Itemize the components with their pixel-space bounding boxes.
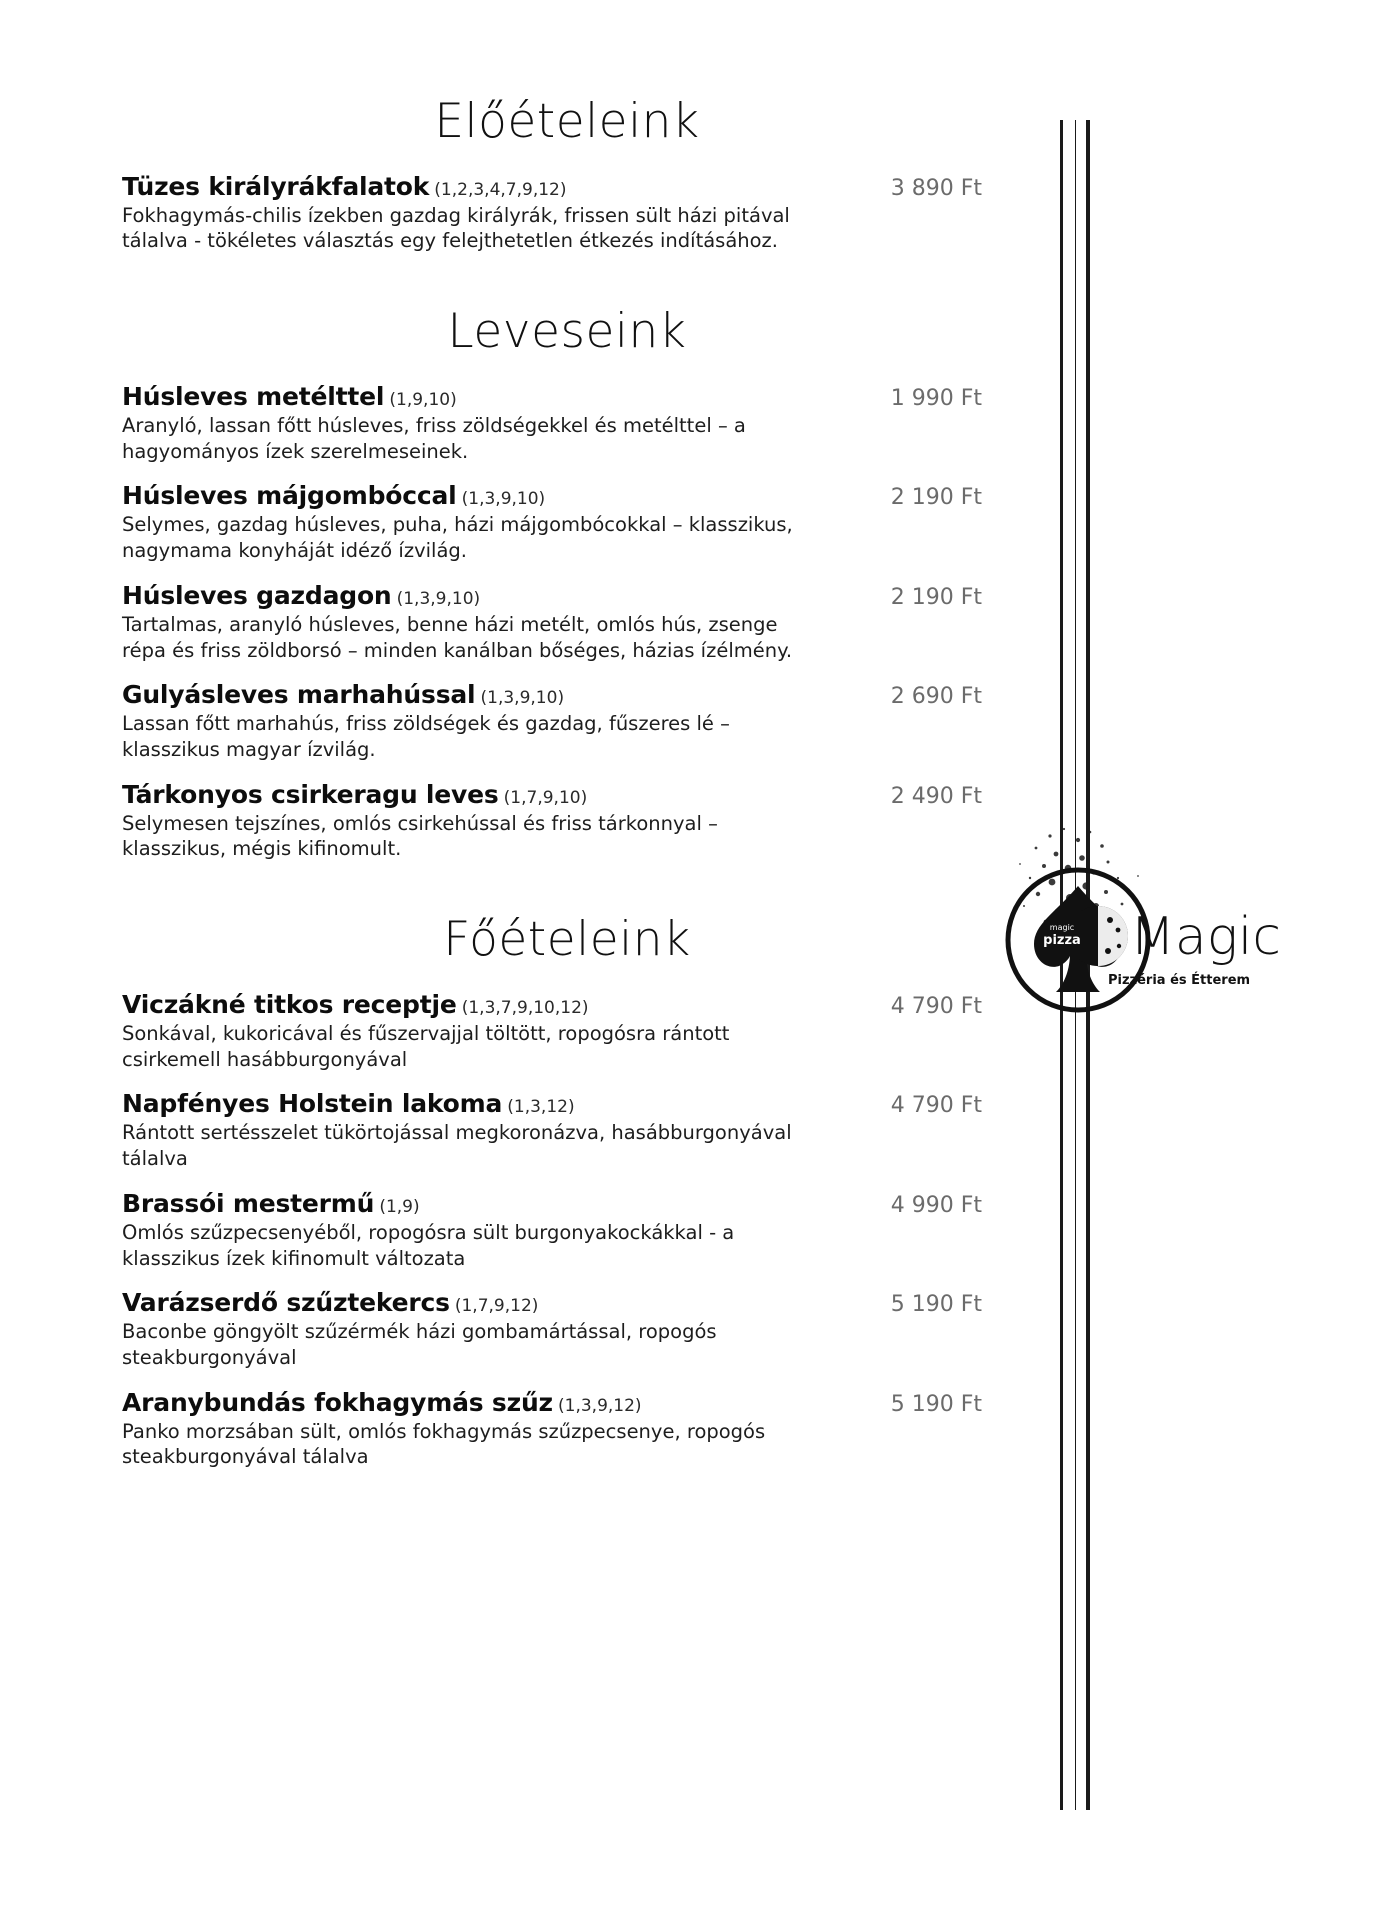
menu-item-header — [122, 1089, 982, 1118]
menu-item-price: 2 690 Ft — [890, 684, 982, 710]
menu-item-price: 5 190 Ft — [890, 1292, 982, 1318]
menu-item-name-wrap — [122, 780, 847, 809]
menu-item-description: Omlós szűzpecsenyéből, ropogósra sült burgonyakockákkal - a klasszikus ízek kifinomult változata — [122, 1220, 735, 1270]
menu-item-allergens: (1,3,7,9,10,12) — [461, 997, 589, 1018]
menu-item-header — [122, 481, 982, 510]
menu-item-name: Varázserdő szűztekercs — [122, 1288, 450, 1318]
menu-item — [122, 382, 982, 464]
menu-item — [122, 172, 982, 254]
menu-item — [122, 481, 982, 563]
menu-item — [122, 581, 982, 663]
menu-item-description: Fokhagymás-chilis ízekben gazdag királyrák, frissen sült házi pitával tálalva - tökéletes választás egy felejthetetlen étkezés indításához. — [122, 203, 790, 253]
menu-item-price: 1 990 Ft — [890, 385, 982, 411]
menu-item-name: Aranybundás fokhagymás szűz — [122, 1387, 553, 1417]
menu-item-name-wrap — [122, 680, 847, 709]
logo-badge-bottom: pizza — [1043, 933, 1081, 948]
menu-item-name: Tárkonyos csirkeragu leves — [122, 779, 499, 809]
menu-item-description: Lassan főtt marhahús, friss zöldségek és gazdag, fűszeres lé – klasszikus magyar ízvilág. — [122, 712, 730, 761]
menu-item-price: 4 790 Ft — [890, 993, 982, 1019]
menu-item-name-wrap — [122, 581, 847, 610]
menu-item-header — [122, 382, 982, 411]
menu-item-name-wrap — [122, 1089, 847, 1118]
menu-item-allergens: (1,2,3,4,7,9,12) — [434, 179, 567, 200]
menu-item-name: Napfényes Holstein lakoma — [122, 1089, 503, 1119]
menu-item-allergens: (1,9) — [379, 1196, 420, 1217]
menu-item-description: Aranyló, lassan főtt húsleves, friss zöldségekkel és metélttel – a hagyományos ízek szerelmeseinek. — [122, 413, 746, 463]
menu-item-header — [122, 172, 982, 201]
menu-item-name-wrap — [122, 1288, 847, 1317]
section-title-eloeteleink: Előételeink — [434, 94, 700, 149]
menu-item-description: Selymes, gazdag húsleves, puha, házi májgombócokkal – klasszikus, nagymama konyháját idéző ízvilág. — [122, 513, 793, 563]
menu-item-allergens: (1,7,9,12) — [454, 1296, 539, 1317]
menu-item-price: 3 890 Ft — [890, 175, 982, 201]
menu-item-name-wrap — [122, 990, 847, 1019]
menu-item-description: Selymesen tejszínes, omlós csirkehússal és friss tárkonnyal – klasszikus, mégis kifinomult. — [122, 811, 718, 861]
logo-badge-top: magic — [1049, 923, 1075, 932]
menu-item-name-wrap — [122, 481, 847, 510]
menu-item-name-wrap — [122, 382, 847, 411]
menu-item-name: Gulyásleves marhahússal — [122, 680, 476, 710]
menu-item — [122, 1388, 982, 1470]
menu-item-header — [122, 680, 982, 709]
menu-item-name-wrap — [122, 172, 847, 201]
section-title-leveseink: Leveseink — [447, 304, 687, 360]
menu-item-price: 4 790 Ft — [890, 1093, 982, 1119]
menu-item — [122, 1089, 982, 1171]
menu-item-name: Húsleves májgombóccal — [122, 481, 457, 511]
menu-item-allergens: (1,3,9,12) — [558, 1395, 642, 1416]
menu-item-description: Sonkával, kukoricával és fűszervajjal töltött, ropogósra rántott csirkemell hasábburgonyával — [122, 1021, 730, 1071]
menu-item-name: Brassói mestermű — [122, 1188, 375, 1218]
menu-item-description: Rántott sertésszelet tükörtojással megkoronázva, hasábburgonyával tálalva — [122, 1121, 792, 1171]
menu-item — [122, 780, 982, 862]
menu-item-header — [122, 990, 982, 1019]
menu-item-header — [122, 1288, 982, 1317]
menu-item-price: 4 990 Ft — [890, 1192, 982, 1218]
menu-item-allergens: (1,3,9,10) — [480, 688, 565, 709]
menu-item — [122, 990, 982, 1072]
menu-item-price: 2 490 Ft — [890, 783, 982, 809]
menu-item-allergens: (1,3,9,10) — [461, 489, 546, 510]
magic-logo — [990, 820, 1300, 1050]
menu-content — [122, 96, 982, 1487]
menu-item-name: Húsleves metélttel — [122, 381, 385, 411]
menu-item — [122, 680, 982, 762]
menu-item-description: Tartalmas, aranyló húsleves, benne házi metélt, omlós hús, zsenge répa és friss zöldborsó – minden kanálban bőséges, házias ízélmény. — [122, 612, 793, 662]
menu-item-allergens: (1,7,9,10) — [503, 787, 588, 808]
menu-item-price: 5 190 Ft — [890, 1391, 982, 1417]
logo-wordmark: Magic — [1130, 907, 1281, 967]
menu-item-allergens: (1,3,12) — [507, 1097, 575, 1118]
section-title-foeteleink: Főételeink — [443, 912, 691, 968]
menu-item-header — [122, 1388, 982, 1417]
menu-item-description: Panko morzsában sült, omlós fokhagymás szűzpecsenye, ropogós steakburgonyával tálalva — [122, 1419, 766, 1469]
menu-item-name-wrap — [122, 1388, 847, 1417]
menu-item-price: 2 190 Ft — [890, 584, 982, 610]
menu-item-allergens: (1,3,9,10) — [396, 588, 481, 609]
menu-item — [122, 1189, 982, 1271]
menu-item-name: Viczákné titkos receptje — [122, 989, 457, 1019]
menu-item — [122, 1288, 982, 1370]
menu-item-name-wrap — [122, 1189, 847, 1218]
menu-item-allergens: (1,9,10) — [389, 389, 457, 410]
logo-subtitle: Pizzéria és Étterem — [1108, 973, 1251, 988]
menu-item-name: Húsleves gazdagon — [122, 580, 392, 610]
menu-item-header — [122, 780, 982, 809]
menu-item-header — [122, 1189, 982, 1218]
menu-item-price: 2 190 Ft — [890, 485, 982, 511]
menu-item-name: Tüzes királyrákfalatok — [122, 171, 430, 201]
menu-item-description: Baconbe göngyölt szűzérmék házi gombamártással, ropogós steakburgonyával — [122, 1320, 717, 1370]
menu-item-header — [122, 581, 982, 610]
